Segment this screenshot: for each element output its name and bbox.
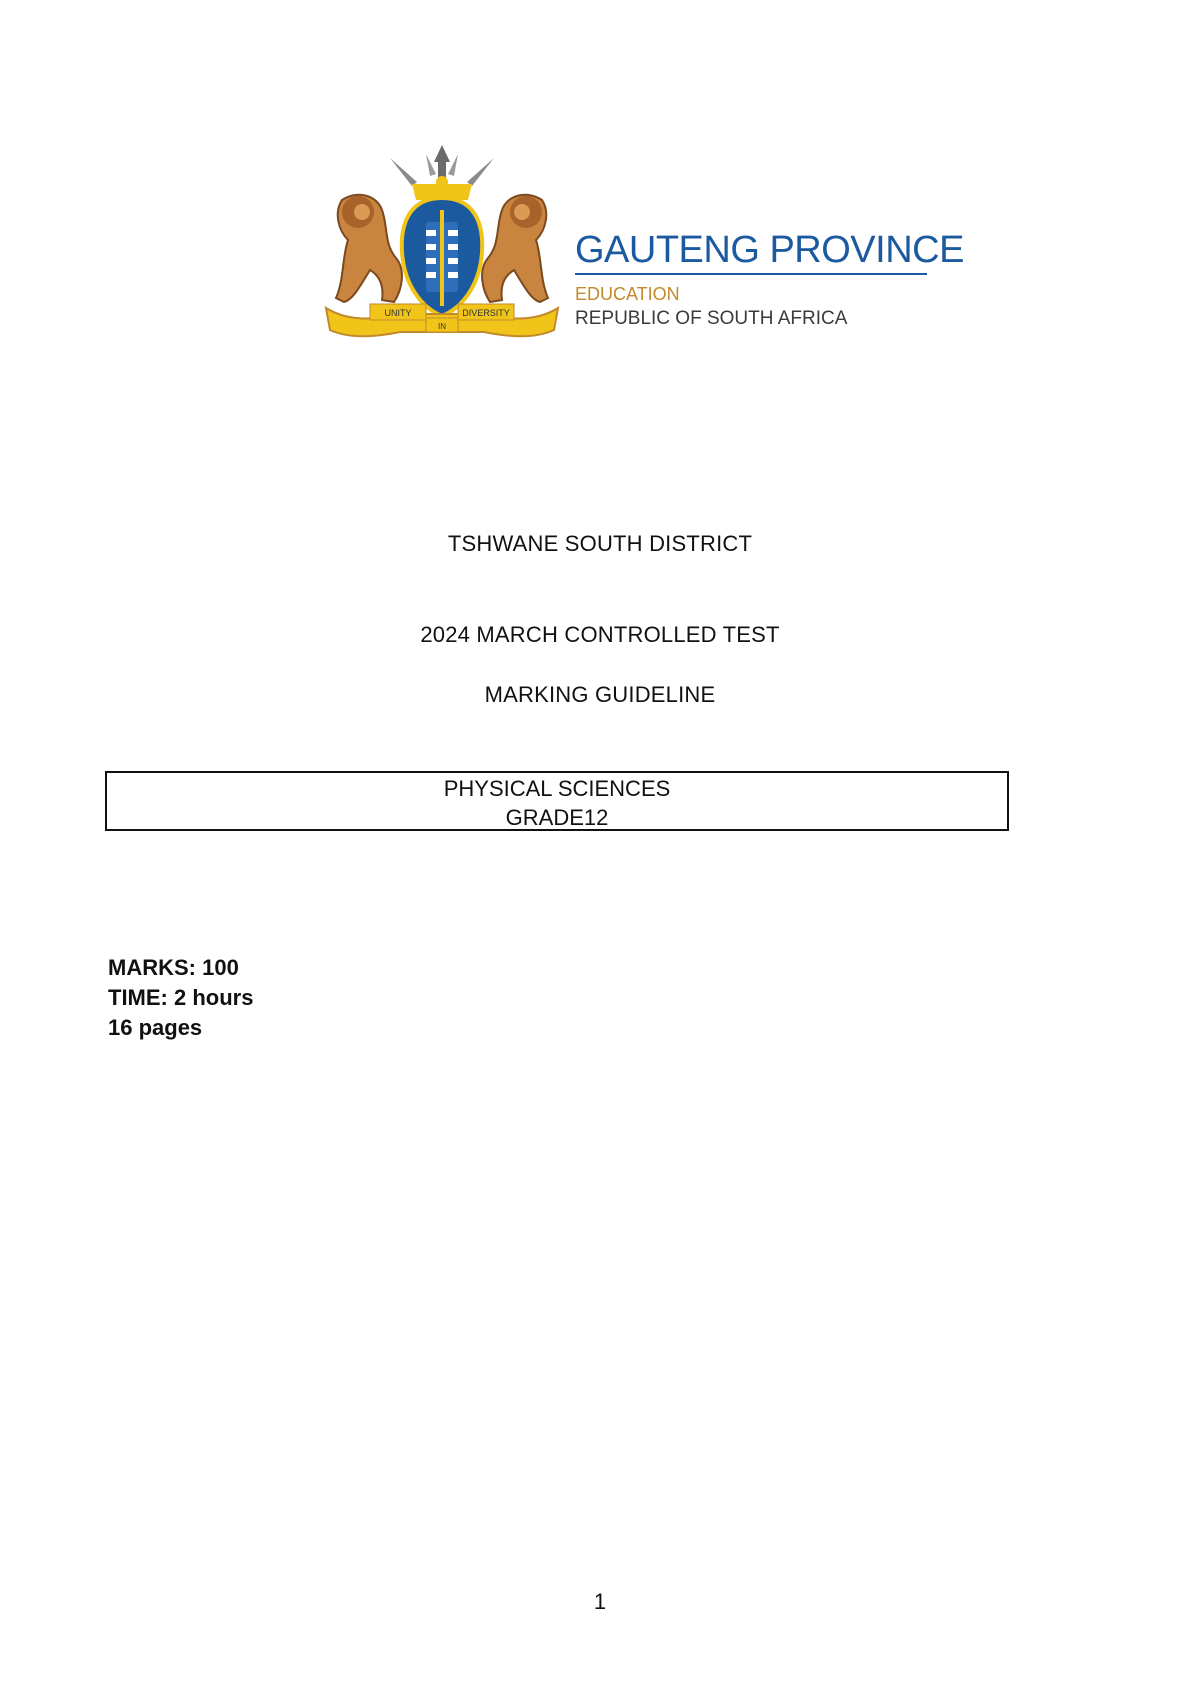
marks-line: MARKS: 100: [108, 955, 239, 980]
logo-title: GAUTENG PROVINCE: [575, 229, 964, 271]
logo-subtitle-country: REPUBLIC OF SOUTH AFRICA: [575, 308, 848, 329]
document-type: MARKING GUIDELINE: [484, 682, 716, 707]
coat-of-arms-icon: [322, 140, 562, 350]
time-line: TIME: 2 hours: [108, 985, 254, 1010]
logo-subtitle-education: EDUCATION: [575, 284, 680, 304]
logo-text-block: [575, 229, 964, 330]
district-heading: TSHWANE SOUTH DISTRICT: [447, 531, 753, 556]
subject-name: PHYSICAL SCIENCES: [443, 776, 671, 801]
subject-grade: GRADE12: [505, 805, 609, 830]
motto-left: UNITY: [384, 308, 412, 318]
logo-divider: [575, 273, 927, 275]
motto-middle: IN: [438, 322, 446, 331]
page-number: 1: [593, 1589, 607, 1614]
gauteng-logo: [322, 140, 964, 350]
test-title: 2024 MARCH CONTROLLED TEST: [420, 622, 780, 647]
motto-right: DIVERSITY: [462, 308, 510, 318]
subject-box: [105, 771, 1009, 831]
exam-info: [108, 953, 253, 1043]
pages-line: 16 pages: [108, 1015, 203, 1040]
